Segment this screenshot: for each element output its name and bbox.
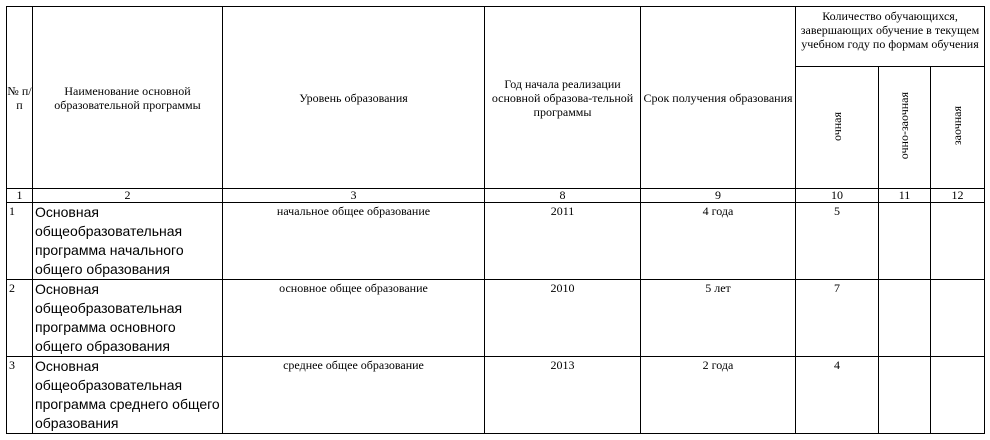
form-full-time-label: очная: [829, 111, 844, 141]
education-level: начальное общее образование: [223, 203, 485, 280]
count-part-time: [879, 203, 931, 280]
start-year: 2011: [485, 203, 641, 280]
count-distance: [931, 280, 985, 357]
row-number: 1: [7, 203, 33, 280]
count-full-time: 7: [796, 280, 879, 357]
column-index-row: [7, 189, 985, 203]
education-level: среднее общее образование: [223, 357, 485, 434]
program-name: Основная общеобразовательная программа основного общего образования: [33, 280, 223, 357]
header-num: № п/п: [7, 7, 33, 189]
header-form-distance: [931, 67, 985, 189]
column-index: 1: [7, 189, 33, 203]
column-index: 9: [641, 189, 796, 203]
program-name: Основная общеобразовательная программа начального общего образования: [33, 203, 223, 280]
column-index: 8: [485, 189, 641, 203]
column-index: 2: [33, 189, 223, 203]
count-full-time: 4: [796, 357, 879, 434]
count-part-time: [879, 280, 931, 357]
form-part-time-label: очно-заочная: [897, 92, 911, 160]
column-index: 12: [931, 189, 985, 203]
programs-table: [6, 6, 985, 434]
column-index: 3: [223, 189, 485, 203]
column-index: 11: [879, 189, 931, 203]
column-index: 10: [796, 189, 879, 203]
header-start-year: Год начала реализации основной образова-тельной программы: [485, 7, 641, 189]
term: 2 года: [641, 357, 796, 434]
count-full-time: 5: [796, 203, 879, 280]
count-distance: [931, 357, 985, 434]
header-education-level: Уровень образования: [223, 7, 485, 189]
education-level: основное общее образование: [223, 280, 485, 357]
term: 4 года: [641, 203, 796, 280]
count-part-time: [879, 357, 931, 434]
form-distance-label: заочная: [950, 106, 964, 146]
header-student-count: Количество обучающихся, завершающих обучение в текущем учебном году по формам обучения: [796, 7, 985, 67]
table-row: [7, 280, 985, 357]
term: 5 лет: [641, 280, 796, 357]
start-year: 2013: [485, 357, 641, 434]
header-form-part-time: [879, 67, 931, 189]
header-program-name: Наименование основной образовательной программы: [33, 7, 223, 189]
header-form-full-time: [796, 67, 879, 189]
row-number: 3: [7, 357, 33, 434]
table-row: [7, 357, 985, 434]
header-term: Срок получения образования: [641, 7, 796, 189]
table-row: [7, 203, 985, 280]
count-distance: [931, 203, 985, 280]
program-name: Основная общеобразовательная программа среднего общего образования: [33, 357, 223, 434]
row-number: 2: [7, 280, 33, 357]
start-year: 2010: [485, 280, 641, 357]
